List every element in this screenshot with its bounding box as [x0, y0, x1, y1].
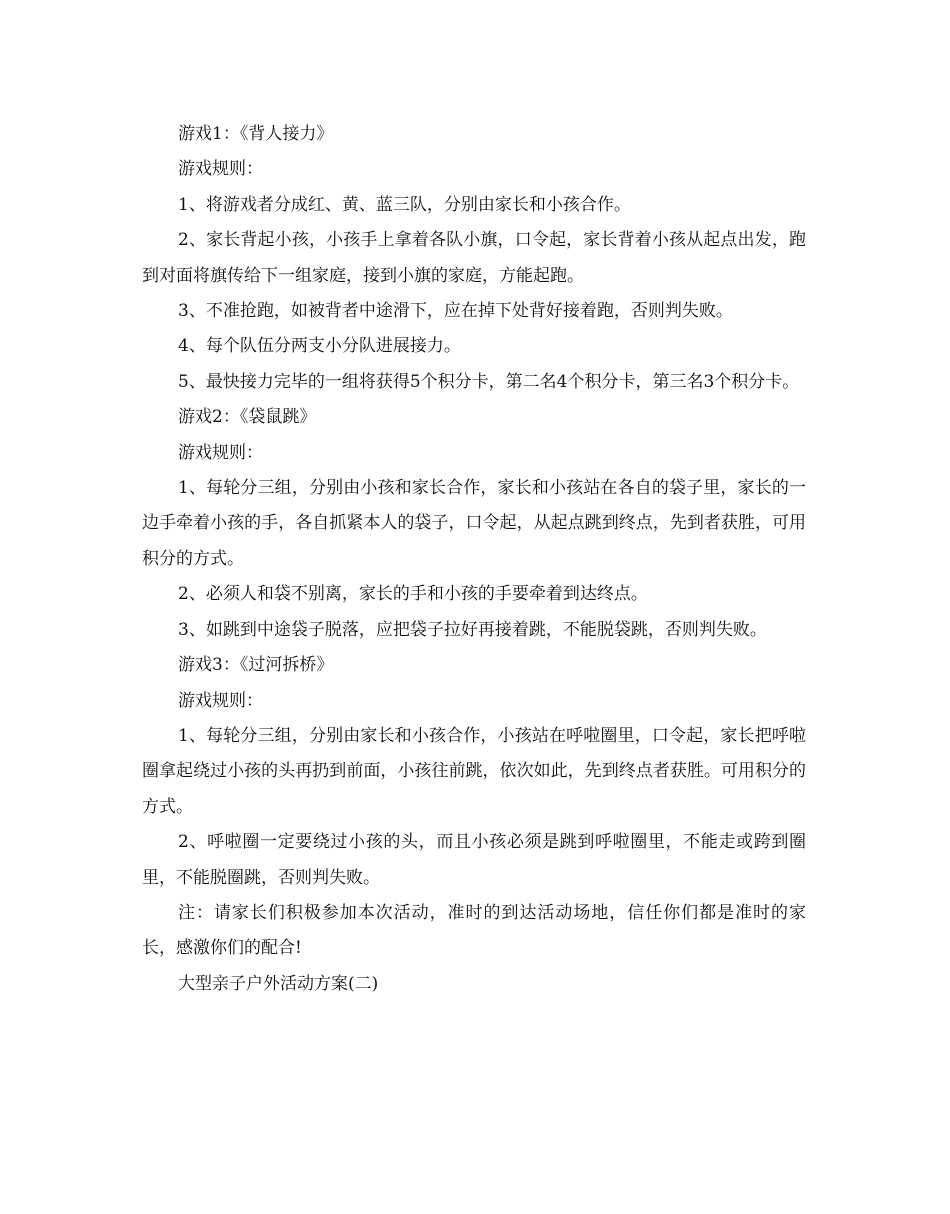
- game1-rules-heading: 游戏规则：: [178, 159, 263, 180]
- section-heading: 大型亲子户外活动方案(二): [178, 973, 379, 994]
- game2-rule-3: 3、如跳到中途袋子脱落，应把袋子拉好再接着跳，不能脱袋跳，否则判失败。: [178, 619, 767, 640]
- game1-rule-2: 2、家长背起小孩，小孩手上拿着各队小旗，口令起，家长背着小孩从起点出发，跑到对面将旗传给下一组家庭，接到小旗的家庭，方能起跑。: [142, 230, 806, 286]
- game2-rules-heading: 游戏规则：: [178, 442, 263, 463]
- game2-rule-1: 1、每轮分三组，分别由小孩和家长合作，家长和小孩站在各自的袋子里，家长的一边手牵着小孩的手，各自抓紧本人的袋子，口令起，从起点跳到终点，先到者获胜，可用积分的方式。: [142, 478, 806, 569]
- document-body: [142, 117, 806, 1002]
- game3-rule-1: 1、每轮分三组，分别由家长和小孩合作，小孩站在呼啦圈里，口令起，家长把呼啦圈拿起绕过小孩的头再扔到前面，小孩往前跳，依次如此，先到终点者获胜。可用积分的方式。: [142, 725, 806, 817]
- game3-rules-heading: 游戏规则：: [178, 690, 263, 711]
- game1-rule-3: 3、不准抢跑，如被背者中途滑下，应在掉下处背好接着跑，否则判失败。: [178, 301, 733, 322]
- game3-title: 游戏3：《过河拆桥》: [178, 655, 334, 676]
- note-paragraph: 注：请家长们积极参加本次活动，准时的到达活动场地，信任你们都是准时的家长，感激你们的配合!: [142, 902, 806, 959]
- game2-rule-2: 2、必须人和袋不别离，家长的手和小孩的手要牵着到达终点。: [178, 584, 648, 605]
- game1-rule-1: 1、将游戏者分成红、黄、蓝三队，分别由家长和小孩合作。: [178, 194, 631, 215]
- game2-title: 游戏2：《袋鼠跳》: [178, 407, 317, 428]
- game3-rule-2: 2、呼啦圈一定要绕过小孩的头，而且小孩必须是跳到呼啦圈里，不能走或跨到圈里，不能脱圈跳，否则判失败。: [142, 832, 806, 888]
- game1-rule-5: 5、最快接力完毕的一组将获得5个积分卡，第二名4个积分卡，第三名3个积分卡。: [178, 371, 800, 392]
- game1-title: 游戏1：《背人接力》: [178, 124, 334, 144]
- game1-rule-4: 4、每个队伍分两支小分队进展接力。: [178, 336, 461, 357]
